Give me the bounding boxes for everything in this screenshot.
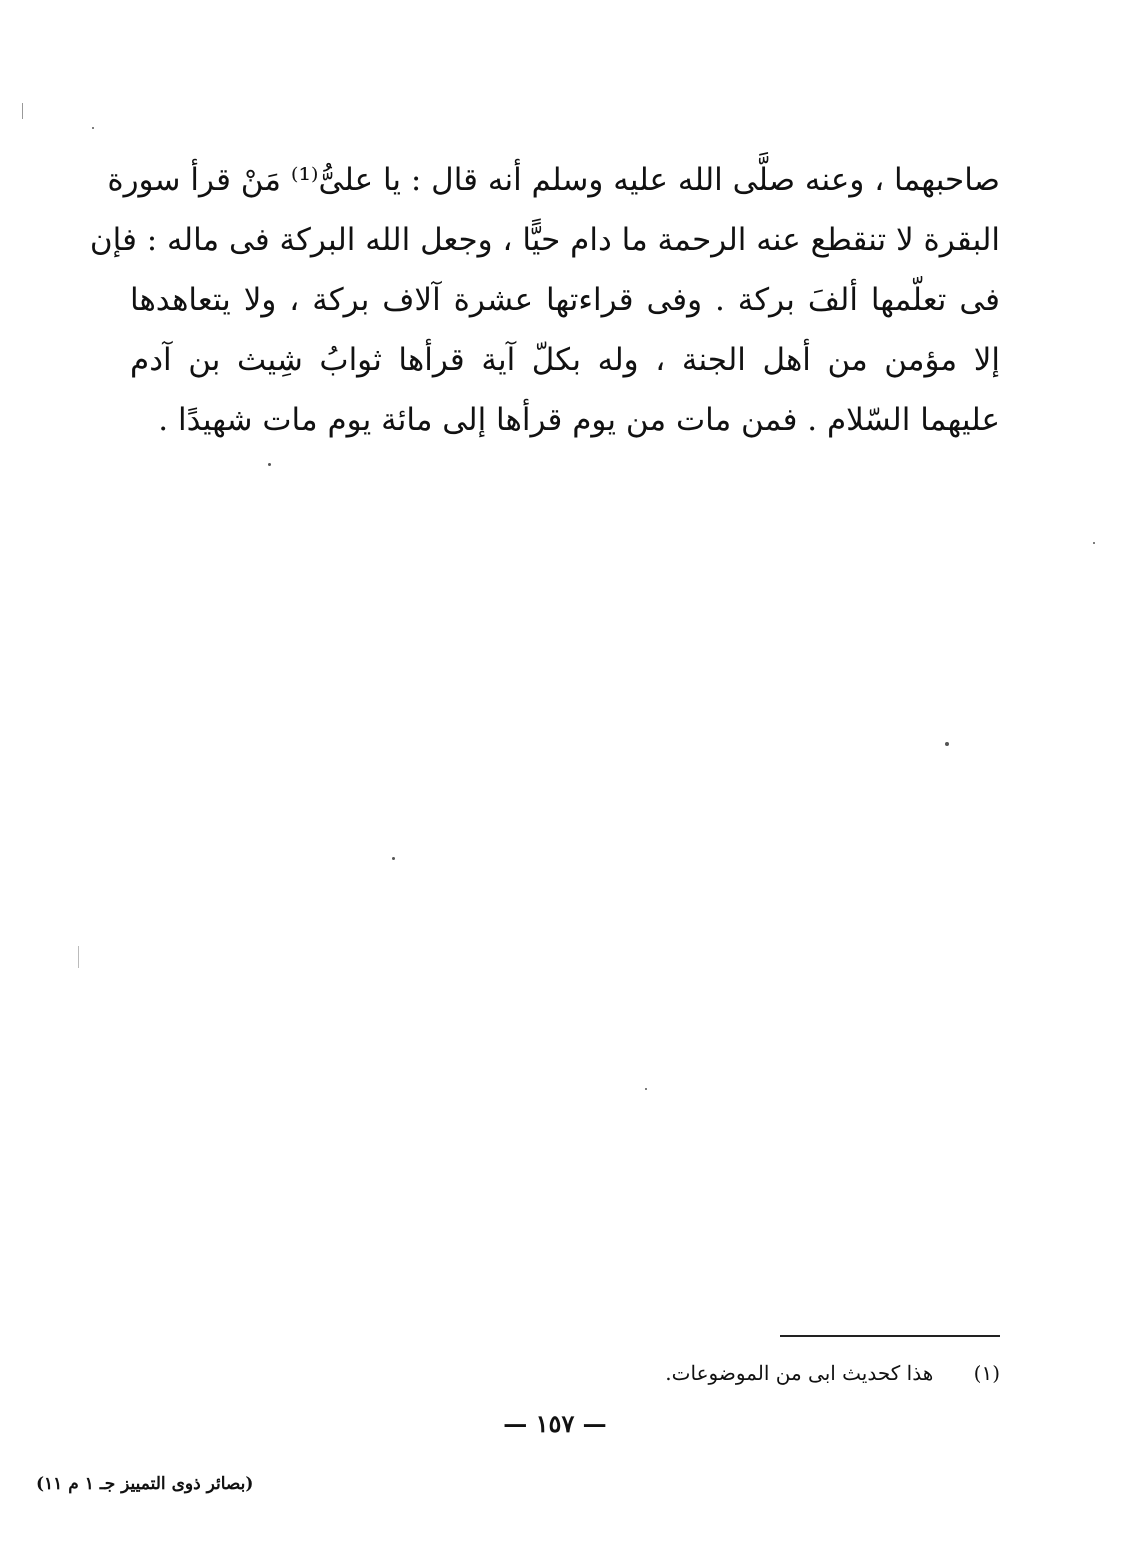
- scan-speck: [945, 742, 949, 746]
- text-line-1: صاحبهما ، وعنه صلَّى الله عليه وسلم أنه قال : يا علىُّ⁽¹⁾ مَنْ قرأ سورة: [107, 162, 1000, 198]
- footnote-text: هذا كحديث ابى من الموضوعات.: [665, 1361, 934, 1385]
- scan-speck: [92, 127, 94, 129]
- footnote-divider: [780, 1335, 1000, 1337]
- scan-speck: [392, 857, 395, 860]
- footnote: [665, 1356, 1000, 1390]
- text-line-4: إلا مؤمن من أهل الجنة ، وله بكلّ آية قرأها ثوابُ شِيث بن آدم: [130, 342, 1000, 378]
- main-text-block: [89, 150, 1000, 450]
- text-line-2: البقرة لا تنقطع عنه الرحمة ما دام حيًّا ، وجعل الله البركة فى ماله : فإن: [89, 222, 1000, 258]
- scan-speck: [22, 103, 23, 119]
- scan-speck: [268, 463, 271, 466]
- page-number: — ١٥٧ —: [503, 1409, 607, 1438]
- scan-speck: [645, 1088, 647, 1090]
- scan-speck: [78, 946, 79, 968]
- scan-speck: [1093, 542, 1095, 544]
- text-line-3: فى تعلّمها ألفَ بركة . وفى قراءتها عشرة آلاف بركة ، ولا يتعاهدها: [130, 282, 1000, 318]
- signature-mark: (بصائر ذوى التمييز جـ ١ م ١١): [36, 1474, 254, 1494]
- footnote-number: (١): [973, 1361, 1000, 1385]
- text-line-5: عليهما السّلام . فمن مات من يوم قرأها إلى مائة يوم مات شهيدًا .: [158, 402, 1000, 438]
